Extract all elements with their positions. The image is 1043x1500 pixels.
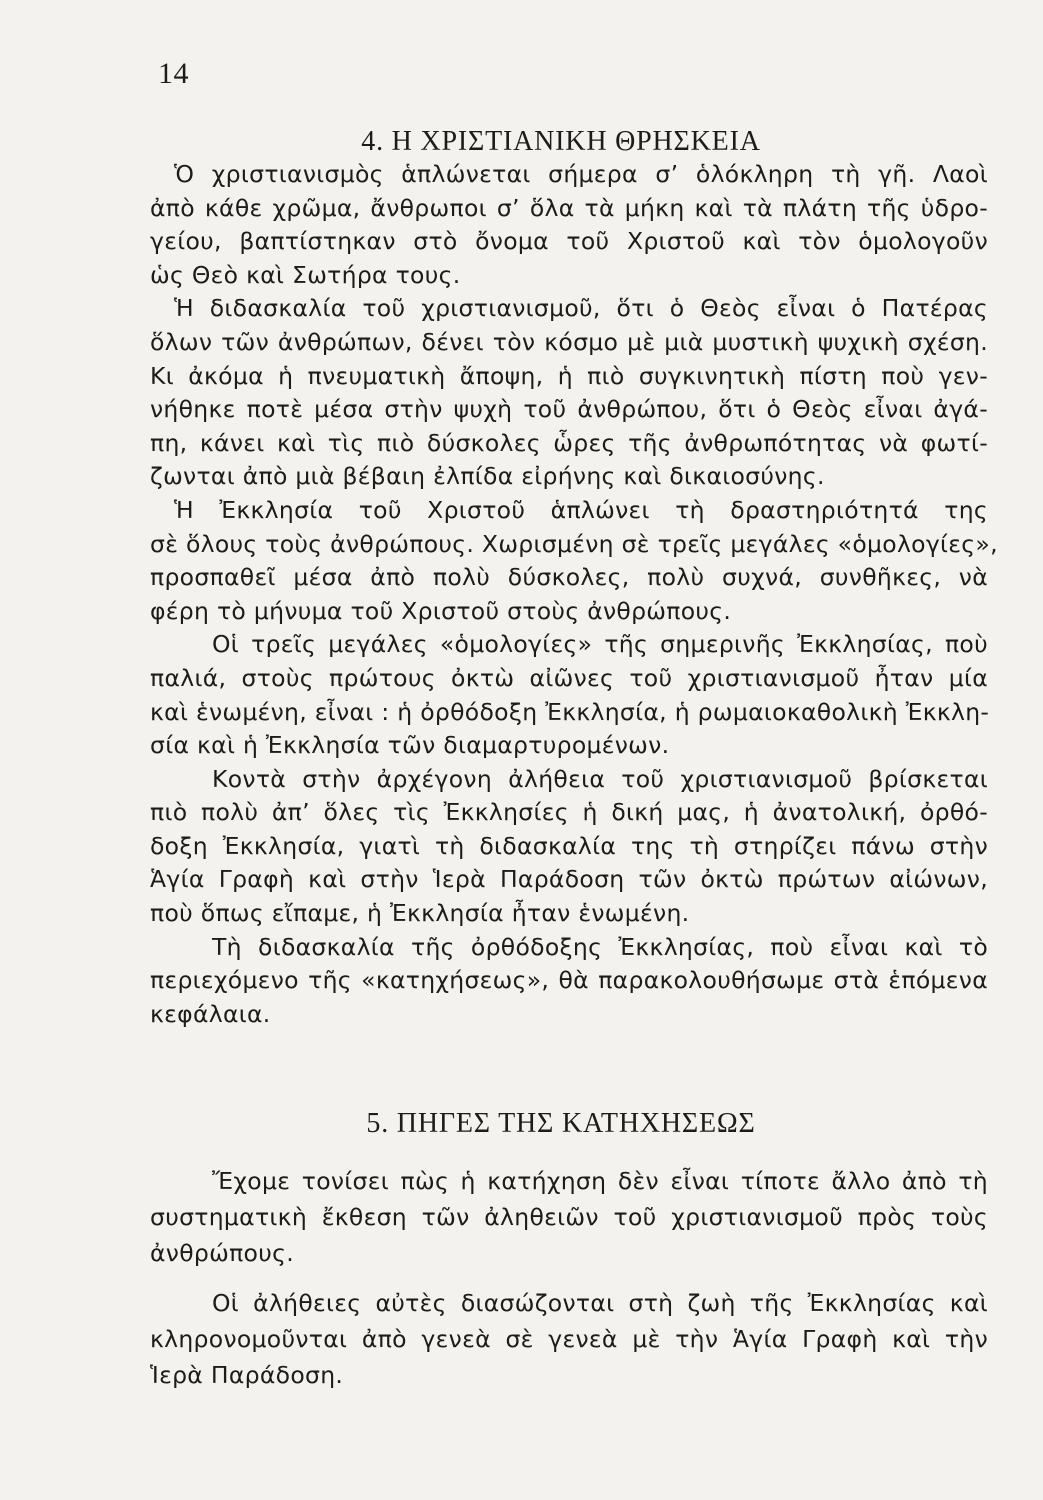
text-line: Ὁ χριστιανισμὸς ἁπλώνεται σήμερα σ’ ὁλόκληρη τὴ γῆ. Λαοὶ	[174, 160, 988, 188]
text-line: κεφάλαια.	[150, 999, 271, 1028]
section-heading-christian-religion: 4. Η ΧΡΙΣΤΙΑΝΙΚΗ ΘΡΗΣΚΕΙΑ	[361, 126, 761, 157]
text-line: νήθηκε ποτὲ μέσα στὴν ψυχὴ τοῦ ἀνθρώπου, ὅτι ὁ Θεὸς εἶναι ἀγά-	[150, 395, 988, 424]
text-line: ὅλων τῶν ἀνθρώπων, δένει τὸν κόσμο μὲ μιὰ μυστικὴ ψυχικὴ σχέση.	[150, 327, 988, 356]
text-line: Ἁγία Γραφὴ καὶ στὴν Ἱερὰ Παράδοση τῶν ὀκτὼ πρώτων αἰώνων,	[150, 865, 988, 894]
text-line: ποὺ ὅπως εἴπαμε, ἡ Ἐκκλησία ἦταν ἑνωμένη.	[150, 899, 690, 928]
text-line: προσπαθεῖ μέσα ἀπὸ πολὺ δύσκολες, πολὺ συχνά, συνθῆκες, νὰ	[150, 563, 988, 592]
text-line: δοξη Ἐκκλησία, γιατὶ τὴ διδασκαλία της τὴ στηρίζει πάνω στὴν	[150, 831, 988, 860]
text-line: Ἡ Ἐκκλησία τοῦ Χριστοῦ ἁπλώνει τὴ δραστηριότητά της	[174, 495, 988, 524]
text-line: Κοντὰ στὴν ἀρχέγονη ἀλήθεια τοῦ χριστιανισμοῦ βρίσκεται	[212, 764, 988, 793]
text-line: Ἔχομε τονίσει πὼς ἡ κατήχηση δὲν εἶναι τίποτε ἄλλο ἀπὸ τὴ	[212, 1167, 988, 1195]
section-body-christian-religion	[150, 158, 998, 1031]
section-heading-sources-of-catechesis: 5. ΠΗΓΕΣ ΤΗΣ ΚΑΤΗΧΗΣΕΩΣ	[366, 1108, 756, 1139]
text-line: γείου, βαπτίστηκαν στὸ ὄνομα τοῦ Χριστοῦ καὶ τὸν ὁμολογοῦν	[150, 227, 988, 256]
text-line: ὡς Θεὸ καὶ Σωτήρα τους.	[150, 260, 461, 289]
text-line: κληρονομοῦνται ἀπὸ γενεὰ σὲ γενεὰ μὲ τὴν Ἁγία Γραφὴ καὶ τὴν	[150, 1325, 988, 1353]
text-line: Οἱ ἀλήθειες αὐτὲς διασώζονται στὴ ζωὴ τῆς Ἐκκλησίας καὶ	[212, 1289, 988, 1317]
paragraph-spacer	[150, 1271, 988, 1285]
text-line: καὶ ἑνωμένη, εἶναι : ἡ ὀρθόδοξη Ἐκκλησία, ἡ ρωμαιοκαθολικὴ Ἐκκλη-	[150, 697, 990, 726]
text-line: σὲ ὅλους τοὺς ἀνθρώπους. Χωρισμένη σὲ τρεῖς μεγάλες «ὁμολογίες»,	[150, 529, 998, 558]
text-line: σία καὶ ἡ Ἐκκλησία τῶν διαμαρτυρομένων.	[150, 731, 670, 760]
text-line: ζωνται ἀπὸ μιὰ βέβαιη ἐλπίδα εἰρήνης καὶ δικαιοσύνης.	[150, 462, 825, 491]
text-line: Ἡ διδασκαλία τοῦ χριστιανισμοῦ, ὅτι ὁ Θεὸς εἶναι ὁ Πατέρας	[174, 294, 988, 323]
text-line: πιὸ πολὺ ἀπ’ ὅλες τὶς Ἐκκλησίες ἡ δική μας, ἡ ἀνατολική, ὀρθό-	[150, 798, 988, 827]
text-line: ἀνθρώπους.	[150, 1239, 294, 1267]
text-line: συστηματικὴ ἔκθεση τῶν ἀληθειῶν τοῦ χριστιανισμοῦ πρὸς τοὺς	[150, 1203, 988, 1231]
page-number: 14	[158, 57, 189, 90]
text-line: φέρη τὸ μήνυμα τοῦ Χριστοῦ στοὺς ἀνθρώπους.	[150, 596, 732, 625]
text-line: Τὴ διδασκαλία τῆς ὀρθόδοξης Ἐκκλησίας, ποὺ εἶναι καὶ τὸ	[212, 932, 988, 961]
text-line: πη, κάνει καὶ τὶς πιὸ δύσκολες ὧρες τῆς ἀνθρωπότητας νὰ φωτί-	[150, 428, 988, 457]
text-line: Ἱερὰ Παράδοση.	[150, 1361, 344, 1389]
text-line: Κι ἀκόμα ἡ πνευματικὴ ἄποψη, ἡ πιὸ συγκινητικὴ πίστη ποὺ γεν-	[150, 361, 988, 390]
text-line: ἀπὸ κάθε χρῶμα, ἄνθρωποι σ’ ὅλα τὰ μήκη καὶ τὰ πλάτη τῆς ὑδρο-	[150, 193, 988, 222]
section-body-sources-of-catechesis	[150, 1163, 988, 1393]
text-line: περιεχόμενο τῆς «κατηχήσεως», θὰ παρακολουθήσωμε στὰ ἑπόμενα	[150, 966, 988, 995]
text-line: παλιά, στοὺς πρώτους ὀκτὼ αἰῶνες τοῦ χριστιανισμοῦ ἦταν μία	[150, 663, 988, 692]
text-line: Οἱ τρεῖς μεγάλες «ὁμολογίες» τῆς σημερινῆς Ἐκκλησίας, ποὺ	[212, 630, 988, 659]
